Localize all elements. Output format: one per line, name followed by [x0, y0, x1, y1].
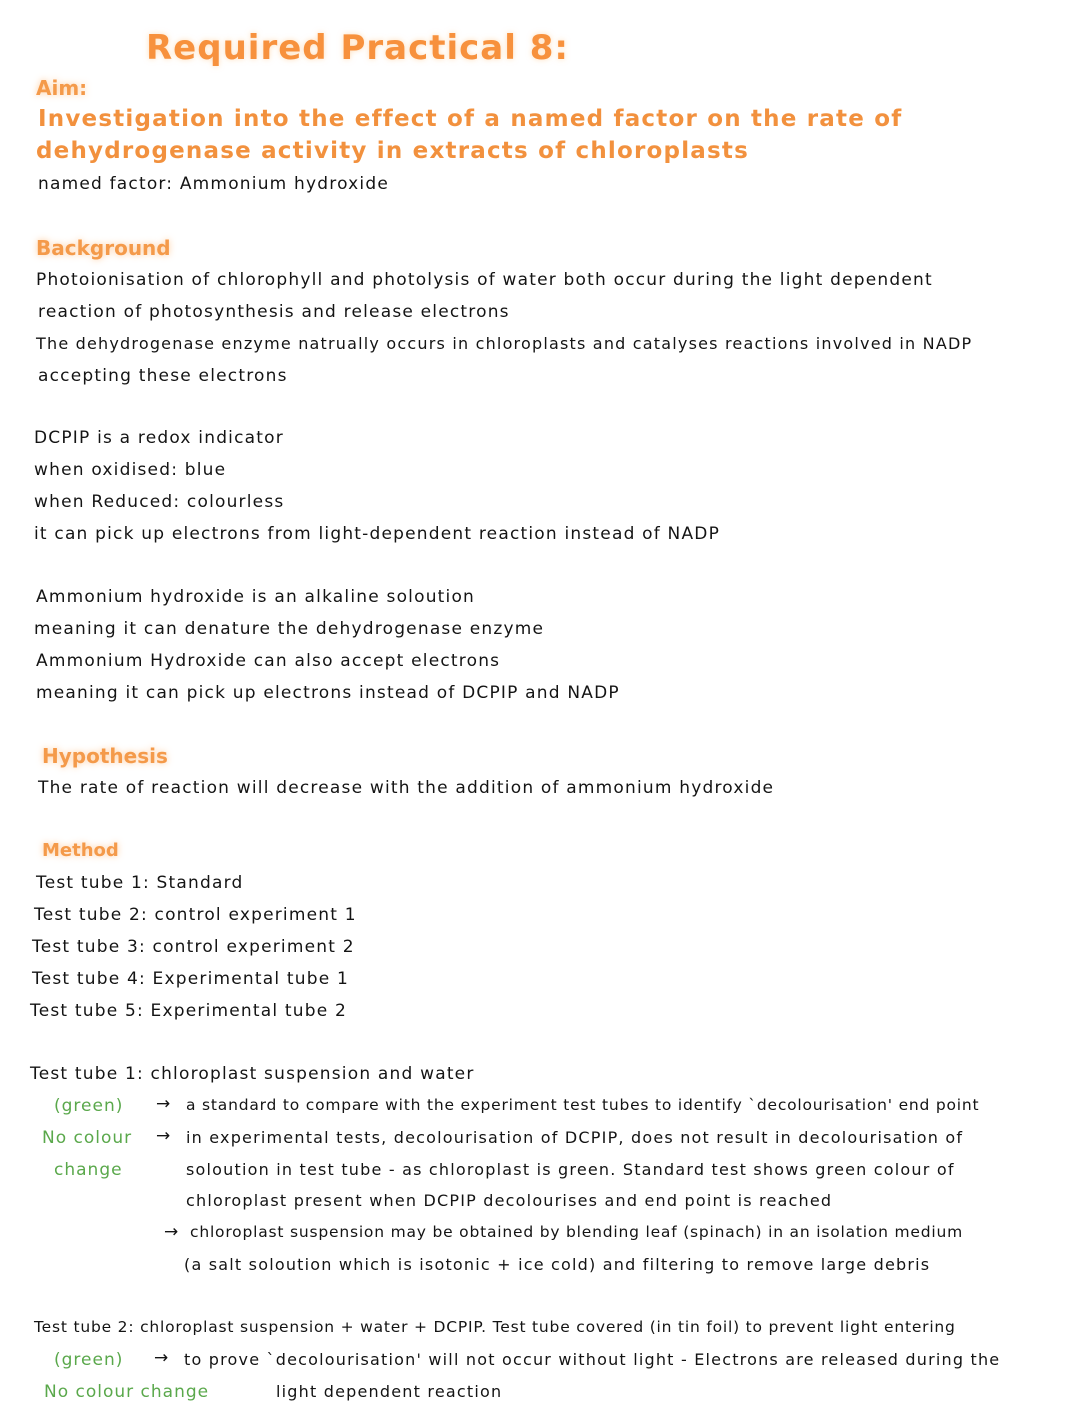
hypothesis-heading: Hypothesis: [42, 744, 168, 768]
tube1-line: a standard to compare with the experiment test tubes to identify `decolourisation' end point: [186, 1096, 980, 1114]
arrow-icon: →: [164, 1222, 179, 1242]
background-line: Photoionisation of chlorophyll and photolysis of water both occur during the light dependent: [36, 270, 933, 290]
tube1-line: chloroplast suspension may be obtained by blending leaf (spinach) in an isolation medium: [190, 1223, 963, 1241]
tube2-green-label: (green): [54, 1350, 124, 1370]
dcpip-line: when oxidised: blue: [34, 460, 227, 480]
arrow-icon: →: [154, 1348, 169, 1368]
method-tube: Test tube 3: control experiment 2: [32, 937, 355, 957]
tube1-line: in experimental tests, decolourisation of DCPIP, does not result in decolourisation of: [186, 1128, 964, 1147]
aim-line-2: dehydrogenase activity in extracts of chloroplasts: [36, 138, 749, 164]
tube2-line: to prove `decolourisation' will not occur without light - Electrons are released during the: [184, 1350, 1001, 1369]
dcpip-line: it can pick up electrons from light-dependent reaction instead of NADP: [34, 524, 721, 544]
ammonium-line: Ammonium hydroxide is an alkaline soloution: [36, 587, 476, 607]
tube1-green-label: (green): [54, 1096, 124, 1116]
ammonium-line: meaning it can denature the dehydrogenase enzyme: [34, 619, 545, 639]
tube2-no-colour-label: No colour change: [44, 1382, 210, 1402]
tube2-line: light dependent reaction: [276, 1382, 503, 1401]
dcpip-line: DCPIP is a redox indicator: [34, 428, 284, 448]
tube1-line: (a salt soloution which is isotonic + ice cold) and filtering to remove large debris: [184, 1255, 931, 1274]
tube2-label: Test tube 2: chloroplast suspension + water + DCPIP. Test tube covered (in tin foil) to prevent light entering: [34, 1318, 956, 1336]
ammonium-line: meaning it can pick up electrons instead of DCPIP and NADP: [36, 683, 620, 703]
tube1-change-label: change: [54, 1160, 123, 1180]
hypothesis-text: The rate of reaction will decrease with the addition of ammonium hydroxide: [38, 778, 775, 798]
arrow-icon: →: [156, 1094, 171, 1114]
tube1-label: Test tube 1: chloroplast suspension and water: [30, 1064, 475, 1084]
page-title: Required Practical 8:: [146, 28, 569, 68]
aim-heading: Aim:: [36, 76, 88, 100]
tube1-line: chloroplast present when DCPIP decolourises and end point is reached: [186, 1191, 833, 1210]
background-line: reaction of photosynthesis and release electrons: [38, 302, 510, 322]
method-tube: Test tube 4: Experimental tube 1: [32, 969, 349, 989]
background-line: The dehydrogenase enzyme natrually occurs in chloroplasts and catalyses reactions involved in NADP: [36, 334, 973, 353]
aim-line-1: Investigation into the effect of a named factor on the rate of: [38, 106, 903, 132]
tube1-no-colour-label: No colour: [42, 1128, 133, 1148]
background-heading: Background: [36, 236, 171, 260]
tube1-line: soloution in test tube - as chloroplast is green. Standard test shows green colour of: [186, 1160, 955, 1179]
arrow-icon: →: [156, 1126, 171, 1146]
method-tube: Test tube 2: control experiment 1: [34, 905, 357, 925]
background-line: accepting these electrons: [38, 366, 288, 386]
method-heading: Method: [42, 840, 119, 861]
method-tube: Test tube 5: Experimental tube 2: [30, 1001, 347, 1021]
ammonium-line: Ammonium Hydroxide can also accept electrons: [36, 651, 501, 671]
method-tube: Test tube 1: Standard: [36, 873, 244, 893]
named-factor: named factor: Ammonium hydroxide: [38, 174, 389, 194]
dcpip-line: when Reduced: colourless: [34, 492, 285, 512]
